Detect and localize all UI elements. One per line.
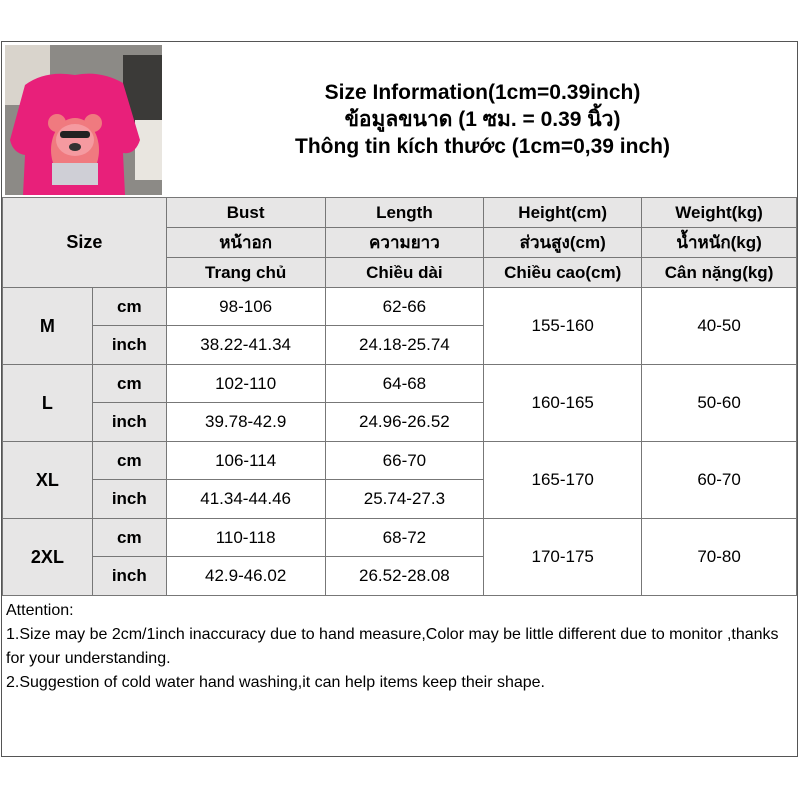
length-inch: 24.18-25.74 xyxy=(325,326,484,365)
size-cell-m: M xyxy=(3,288,93,365)
height-header-th: ส่วนสูง(cm) xyxy=(484,228,642,258)
title-english: Size Information(1cm=0.39inch) xyxy=(324,81,641,104)
unit-inch: inch xyxy=(92,557,166,596)
length-cm: 68-72 xyxy=(325,519,484,557)
length-inch: 26.52-28.08 xyxy=(325,557,484,596)
weight-value: 70-80 xyxy=(642,519,797,596)
bust-cm: 98-106 xyxy=(166,288,325,326)
size-header: Size xyxy=(3,198,167,288)
notes-heading: Attention: xyxy=(6,602,74,619)
height-header-vi: Chiều cao(cm) xyxy=(484,258,642,288)
bust-cm: 110-118 xyxy=(166,519,325,557)
height-value: 155-160 xyxy=(484,288,642,365)
title-thai: ข้อมูลขนาด (1 ซม. = 0.39 นิ้ว) xyxy=(344,108,621,131)
height-value: 160-165 xyxy=(484,365,642,442)
weight-value: 40-50 xyxy=(642,288,797,365)
weight-header-en: Weight(kg) xyxy=(642,198,797,228)
size-cell-xl: XL xyxy=(3,442,93,519)
bust-inch: 42.9-46.02 xyxy=(166,557,325,596)
bust-inch: 41.34-44.46 xyxy=(166,480,325,519)
bust-cm: 106-114 xyxy=(166,442,325,480)
table-row xyxy=(3,288,797,326)
unit-cm: cm xyxy=(92,365,166,403)
table-row xyxy=(3,365,797,403)
note-washing: 2.Suggestion of cold water hand washing,it can help items keep their shape. xyxy=(6,674,545,691)
bust-inch: 38.22-41.34 xyxy=(166,326,325,365)
bust-header-vi: Trang chủ xyxy=(166,258,325,288)
length-inch: 25.74-27.3 xyxy=(325,480,484,519)
length-cm: 66-70 xyxy=(325,442,484,480)
product-thumbnail xyxy=(5,45,162,195)
unit-cm: cm xyxy=(92,288,166,326)
size-chart-sheet xyxy=(1,41,798,757)
table-row xyxy=(3,519,797,557)
table-row xyxy=(3,442,797,480)
length-header-vi: Chiều dài xyxy=(325,258,484,288)
height-value: 165-170 xyxy=(484,442,642,519)
attention-notes xyxy=(2,597,797,756)
title-vietnamese: Thông tin kích thước (1cm=0,39 inch) xyxy=(295,135,670,158)
weight-value: 50-60 xyxy=(642,365,797,442)
length-cm: 62-66 xyxy=(325,288,484,326)
height-header-en: Height(cm) xyxy=(484,198,642,228)
pink-sweatshirt-bear-icon xyxy=(5,45,162,195)
size-cell-2xl: 2XL xyxy=(3,519,93,596)
length-header-en: Length xyxy=(325,198,484,228)
unit-cm: cm xyxy=(92,519,166,557)
bust-header-th: หน้าอก xyxy=(166,228,325,258)
title-block xyxy=(168,42,797,197)
unit-inch: inch xyxy=(92,403,166,442)
length-inch: 24.96-26.52 xyxy=(325,403,484,442)
bust-inch: 39.78-42.9 xyxy=(166,403,325,442)
size-table xyxy=(2,197,797,596)
unit-cm: cm xyxy=(92,442,166,480)
height-value: 170-175 xyxy=(484,519,642,596)
note-measurement: 1.Size may be 2cm/1inch inaccuracy due to hand measure,Color may be little different due to monitor ,thanks for your understanding. xyxy=(6,626,779,667)
length-header-th: ความยาว xyxy=(325,228,484,258)
unit-inch: inch xyxy=(92,480,166,519)
bust-header-en: Bust xyxy=(166,198,325,228)
size-cell-l: L xyxy=(3,365,93,442)
weight-value: 60-70 xyxy=(642,442,797,519)
weight-header-vi: Cân nặng(kg) xyxy=(642,258,797,288)
unit-inch: inch xyxy=(92,326,166,365)
length-cm: 64-68 xyxy=(325,365,484,403)
weight-header-th: น้ำหนัก(kg) xyxy=(642,228,797,258)
bust-cm: 102-110 xyxy=(166,365,325,403)
